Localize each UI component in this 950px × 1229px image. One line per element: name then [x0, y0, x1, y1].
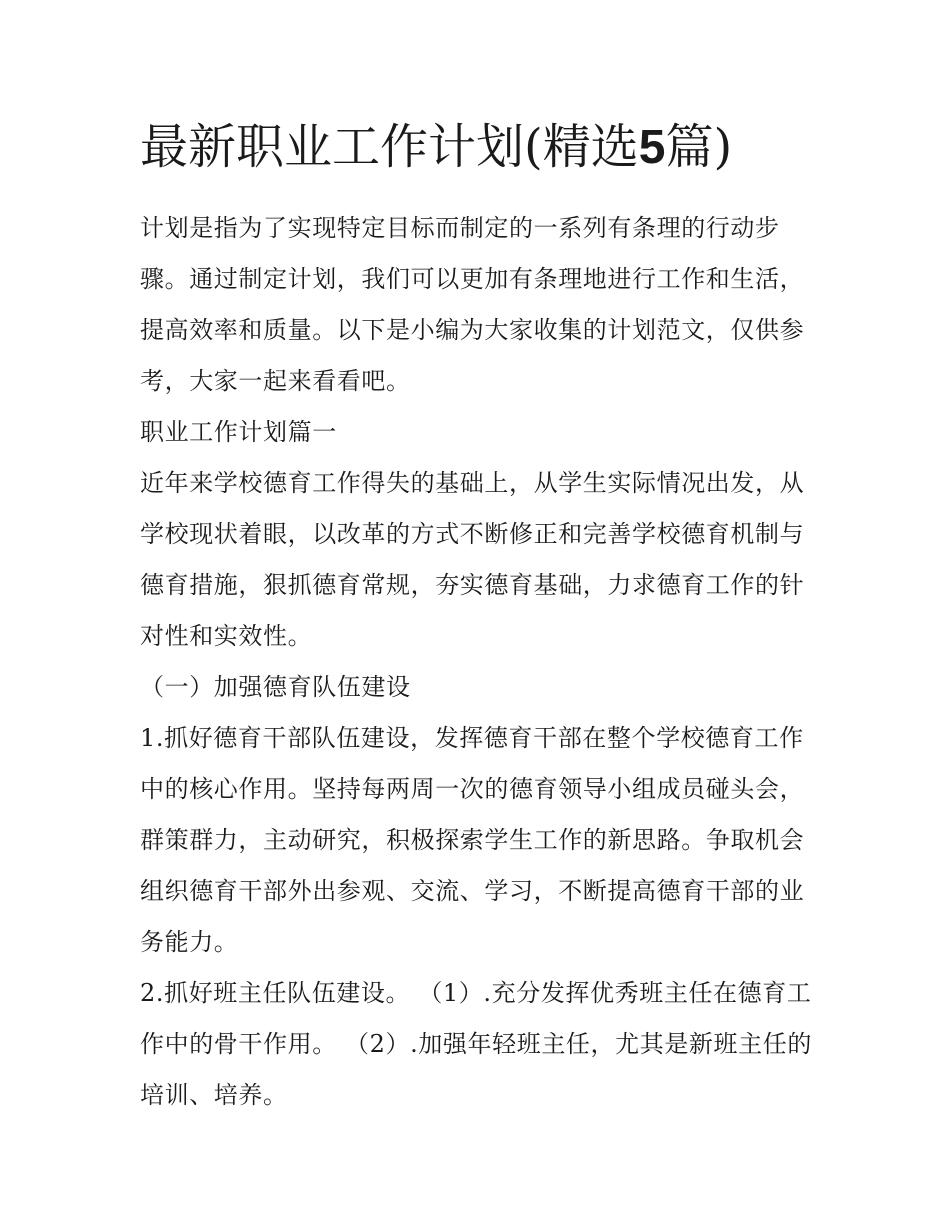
intro-line-2: 骤。通过制定计划，我们可以更加有条理地进行工作和生活，: [140, 265, 805, 293]
item-1-line-2: 中的核心作用。坚持每两周一次的德育领导小组成员碰头会，: [140, 775, 805, 803]
title-prefix: 最新职业工作计划(精选: [140, 119, 639, 175]
item-1-line-1: 1.抓好德育干部队伍建设，发挥德育干部在整个学校德育工作: [140, 724, 804, 752]
intro-line-1: 计划是指为了实现特定目标而制定的一系列有条理的行动步: [140, 214, 780, 242]
title-number: 5: [638, 121, 666, 174]
item-2-line-2: 作中的骨干作用。 （2）.加强年轻班主任，尤其是新班主任的: [140, 1030, 812, 1058]
section-heading: 职业工作计划篇一: [140, 418, 337, 446]
text-block: [140, 203, 812, 1121]
intro-line-4: 考，大家一起来看看吧。: [140, 367, 411, 395]
item-1-line-4: 组织德育干部外出参观、交流、学习，不断提高德育干部的业: [140, 877, 805, 905]
intro-line-3: 提高效率和质量。以下是小编为大家收集的计划范文，仅供参: [140, 316, 805, 344]
body-line-3: 德育措施，狠抓德育常规，夯实德育基础，力求德育工作的针: [140, 571, 805, 599]
body-line-4: 对性和实效性。: [140, 622, 313, 650]
title-suffix: 篇): [665, 119, 733, 175]
item-2-line-1: 2.抓好班主任队伍建设。 （1）.充分发挥优秀班主任在德育工: [140, 979, 812, 1007]
document-body: [140, 112, 812, 1121]
subsection-heading: （一）加强德育队伍建设: [140, 673, 411, 701]
item-1-line-5: 务能力。: [140, 928, 239, 956]
body-line-2: 学校现状着眼，以改革的方式不断修正和完善学校德育机制与: [140, 520, 805, 548]
document-title: [140, 112, 812, 183]
item-2-line-3: 培训、培养。: [140, 1081, 288, 1109]
body-line-1: 近年来学校德育工作得失的基础上，从学生实际情况出发，从: [140, 469, 805, 497]
item-1-line-3: 群策群力，主动研究，积极探索学生工作的新思路。争取机会: [140, 826, 805, 854]
